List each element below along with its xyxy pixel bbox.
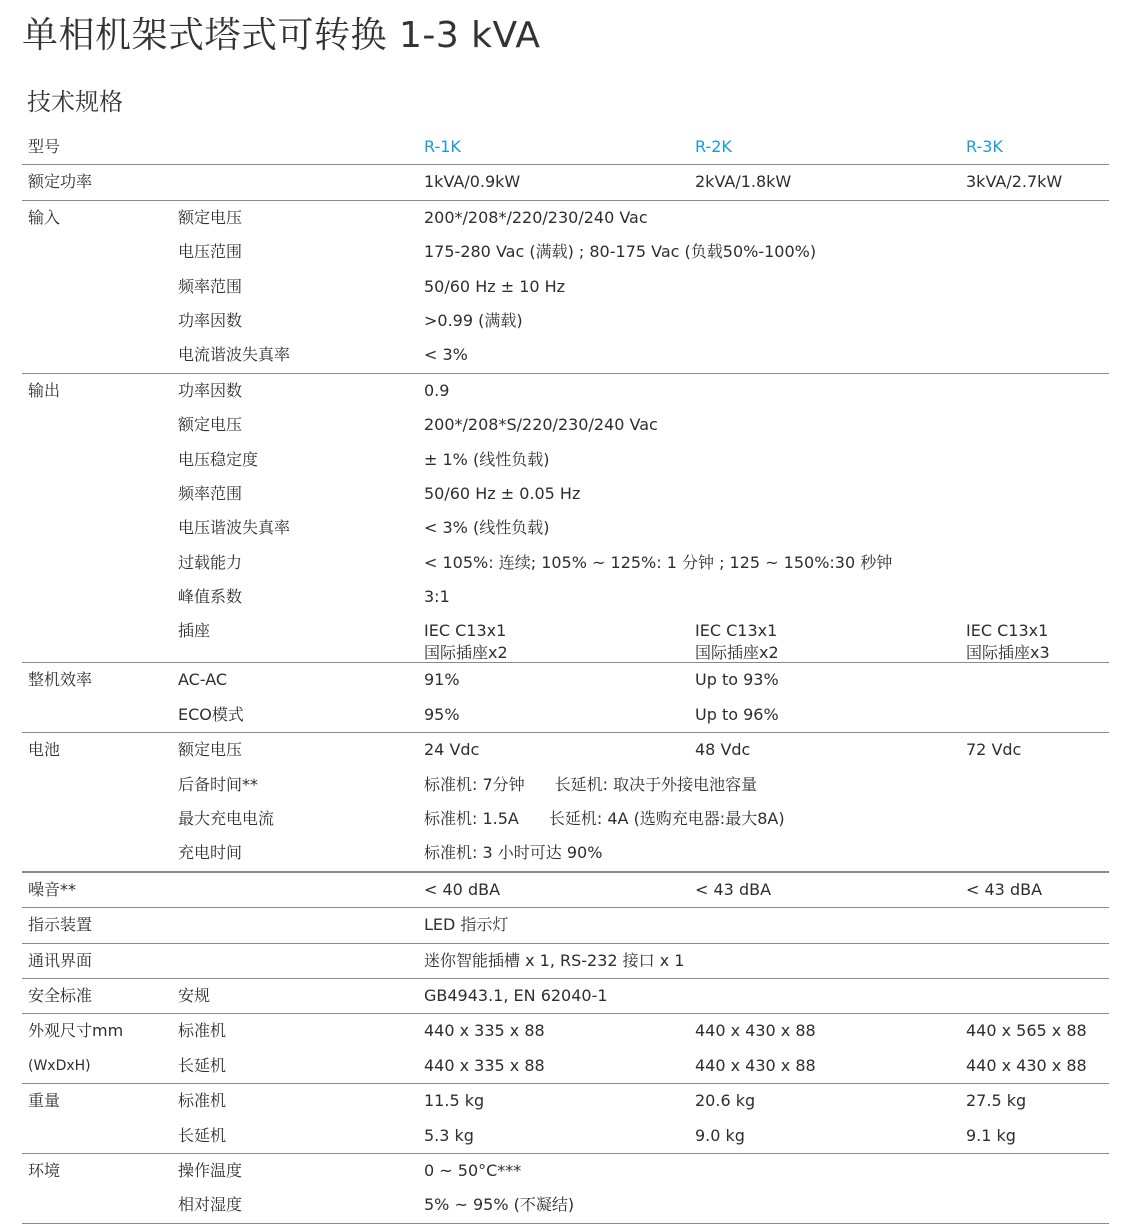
battery-spec-name: 充电时间: [178, 843, 243, 863]
environment-spec-name: 相对湿度: [178, 1195, 243, 1215]
weight-r2k: 20.6 kg: [695, 1091, 756, 1111]
weight-r3k: 9.1 kg: [966, 1125, 1016, 1145]
efficiency-r1k: 91%: [424, 670, 460, 690]
weight-r3k: 27.5 kg: [966, 1091, 1027, 1111]
comm-section: [22, 944, 1109, 979]
socket-r1k: [424, 620, 508, 664]
battery-spec-name: 额定电压: [178, 740, 243, 760]
battery-voltage-r3k: 72 Vdc: [966, 740, 1022, 760]
rated-power-r3k: 3kVA/2.7kW: [966, 172, 1063, 192]
comm-value: 迷你智能插槽 x 1, RS-232 接口 x 1: [424, 950, 685, 970]
dimensions-section: [22, 1014, 1109, 1084]
battery-spec-name: 最大充电电流: [178, 809, 275, 829]
output-socket-row: [22, 614, 1109, 662]
efficiency-r2k-r3k: Up to 93%: [695, 670, 779, 690]
battery-backup-value: [424, 768, 757, 802]
input-spec-value: 200*/208*/220/230/240 Vac: [424, 207, 648, 227]
weight-r2k: 9.0 kg: [695, 1125, 745, 1145]
weight-r1k: 11.5 kg: [424, 1091, 485, 1111]
output-spec-value: 3:1: [424, 587, 450, 607]
dimensions-r2k: 440 x 430 x 88: [695, 1055, 816, 1075]
environment-value: 0 ~ 50°C***: [424, 1160, 522, 1180]
output-row: [22, 374, 1109, 408]
input-spec-name: 电压范围: [178, 242, 243, 262]
dimensions-spec-name: 标准机: [178, 1021, 227, 1041]
output-row: [22, 443, 1109, 477]
weight-row: [22, 1119, 1109, 1153]
input-row: [22, 235, 1109, 269]
rated-power-r1k: 1kVA/0.9kW: [424, 172, 521, 192]
output-row: [22, 580, 1109, 614]
standard-model-text: 标准机: 1.5A: [424, 809, 519, 829]
model-r2k: R-2K: [695, 137, 732, 156]
dimensions-unit-label: (WxDxH): [28, 1057, 91, 1074]
socket-line: IEC C13x1: [695, 621, 778, 641]
noise-r1k: < 40 dBA: [424, 879, 501, 899]
input-row: [22, 201, 1109, 235]
rated-power-row: [22, 165, 1109, 199]
indicator-section: [22, 908, 1109, 943]
input-row: [22, 304, 1109, 338]
input-spec-name: 频率范围: [178, 276, 243, 296]
output-row: [22, 511, 1109, 545]
efficiency-section: [22, 663, 1109, 733]
output-row: [22, 546, 1109, 580]
efficiency-r2k-r3k: Up to 96%: [695, 704, 779, 724]
environment-label: 环境: [28, 1160, 61, 1180]
output-spec-name: 峰值系数: [178, 587, 243, 607]
output-socket-name: 插座: [178, 621, 211, 641]
battery-section: [22, 733, 1109, 873]
section-title: 技术规格: [27, 88, 123, 116]
efficiency-spec-name: ECO模式: [178, 704, 244, 724]
output-spec-value: < 105%: 连续; 105% ~ 125%: 1 分钟 ; 125 ~ 150%:30 秒钟: [424, 552, 893, 572]
weight-label: 重量: [28, 1091, 61, 1111]
output-spec-name: 频率范围: [178, 483, 243, 503]
spec-table: [22, 130, 1109, 1224]
weight-section: [22, 1084, 1109, 1154]
socket-line: 国际插座x2: [695, 643, 779, 663]
battery-row: [22, 733, 1109, 767]
safety-row: [22, 979, 1109, 1013]
safety-label: 安全标准: [28, 985, 93, 1005]
input-spec-value: >0.99 (满载): [424, 310, 523, 330]
page-title: 单相机架式塔式可转换 1-3 kVA: [22, 15, 541, 56]
socket-line: IEC C13x1: [966, 621, 1049, 641]
noise-label: 噪音**: [28, 879, 77, 899]
model-label: 型号: [28, 137, 61, 156]
safety-section: [22, 979, 1109, 1014]
battery-row: [22, 768, 1109, 802]
dimensions-r1k: 440 x 335 x 88: [424, 1021, 545, 1041]
input-spec-name: 功率因数: [178, 310, 243, 330]
battery-voltage-r1k: 24 Vdc: [424, 740, 480, 760]
dimensions-r1k: 440 x 335 x 88: [424, 1055, 545, 1075]
battery-spec-name: 后备时间**: [178, 774, 259, 794]
model-row: [22, 130, 1109, 164]
indicator-label: 指示装置: [28, 915, 93, 935]
efficiency-row: [22, 698, 1109, 732]
output-spec-name: 电压稳定度: [178, 449, 259, 469]
indicator-row: [22, 908, 1109, 942]
output-spec-value: ± 1% (线性负载): [424, 449, 550, 469]
output-spec-name: 功率因数: [178, 380, 243, 400]
battery-row: [22, 802, 1109, 836]
extended-model-text: 长延机: 4A (选购充电器:最大8A): [548, 809, 785, 829]
socket-line: 国际插座x2: [424, 643, 508, 663]
dimensions-row: [22, 1049, 1109, 1083]
noise-r3k: < 43 dBA: [966, 879, 1043, 899]
safety-value: GB4943.1, EN 62040-1: [424, 985, 608, 1005]
socket-r2k: [695, 620, 779, 664]
input-spec-value: 175-280 Vac (满载) ; 80-175 Vac (负载50%-100%): [424, 242, 817, 262]
safety-spec-name: 安规: [178, 985, 211, 1005]
standard-model-text: 标准机: 7分钟: [424, 774, 525, 794]
environment-spec-name: 操作温度: [178, 1160, 243, 1180]
dimensions-r2k: 440 x 430 x 88: [695, 1021, 816, 1041]
comm-label: 通讯界面: [28, 950, 93, 970]
output-label: 输出: [28, 380, 61, 400]
weight-r1k: 5.3 kg: [424, 1125, 474, 1145]
input-spec-value: < 3%: [424, 345, 468, 365]
dimensions-r3k: 440 x 430 x 88: [966, 1055, 1087, 1075]
output-row: [22, 477, 1109, 511]
input-spec-value: 50/60 Hz ± 10 Hz: [424, 276, 566, 296]
environment-row: [22, 1154, 1109, 1188]
output-spec-name: 过载能力: [178, 552, 243, 572]
model-r3k: R-3K: [966, 137, 1003, 156]
socket-line: 国际插座x3: [966, 643, 1050, 663]
dimensions-label: 外观尺寸mm: [28, 1021, 124, 1041]
input-row: [22, 270, 1109, 304]
socket-line: IEC C13x1: [424, 621, 507, 641]
output-section: [22, 374, 1109, 664]
input-spec-name: 电流谐波失真率: [178, 345, 291, 365]
output-row: [22, 408, 1109, 442]
noise-row: [22, 873, 1109, 907]
rated-power-section: [22, 165, 1109, 200]
battery-charge-current-value: [424, 802, 785, 836]
socket-r3k: [966, 620, 1050, 664]
weight-spec-name: 长延机: [178, 1125, 227, 1145]
input-spec-name: 额定电压: [178, 207, 243, 227]
input-row: [22, 338, 1109, 372]
output-spec-name: 额定电压: [178, 415, 243, 435]
battery-charge-time-value: 标准机: 3 小时可达 90%: [424, 843, 603, 863]
weight-spec-name: 标准机: [178, 1091, 227, 1111]
model-r1k: R-1K: [424, 137, 461, 156]
dimensions-row: [22, 1014, 1109, 1048]
battery-label: 电池: [28, 740, 61, 760]
rated-power-r2k: 2kVA/1.8kW: [695, 172, 792, 192]
efficiency-row: [22, 663, 1109, 697]
output-spec-value: 200*/208*S/220/230/240 Vac: [424, 415, 658, 435]
efficiency-label: 整机效率: [28, 670, 93, 690]
noise-r2k: < 43 dBA: [695, 879, 772, 899]
extended-model-text: 长延机: 取决于外接电池容量: [554, 774, 758, 794]
battery-row: [22, 836, 1109, 870]
output-spec-value: 50/60 Hz ± 0.05 Hz: [424, 483, 581, 503]
comm-row: [22, 944, 1109, 978]
dimensions-r3k: 440 x 565 x 88: [966, 1021, 1087, 1041]
rated-power-label: 额定功率: [28, 172, 93, 192]
environment-row: [22, 1188, 1109, 1222]
environment-section: [22, 1154, 1109, 1224]
input-label: 输入: [28, 207, 61, 227]
battery-voltage-r2k: 48 Vdc: [695, 740, 751, 760]
efficiency-spec-name: AC-AC: [178, 670, 228, 690]
input-section: [22, 201, 1109, 374]
efficiency-r1k: 95%: [424, 704, 460, 724]
environment-value: 5% ~ 95% (不凝结): [424, 1195, 575, 1215]
output-spec-value: < 3% (线性负载): [424, 518, 550, 538]
output-spec-value: 0.9: [424, 380, 450, 400]
indicator-value: LED 指示灯: [424, 915, 509, 935]
model-header-section: [22, 130, 1109, 165]
dimensions-spec-name: 长延机: [178, 1055, 227, 1075]
weight-row: [22, 1084, 1109, 1118]
output-spec-name: 电压谐波失真率: [178, 518, 291, 538]
noise-section: [22, 873, 1109, 908]
